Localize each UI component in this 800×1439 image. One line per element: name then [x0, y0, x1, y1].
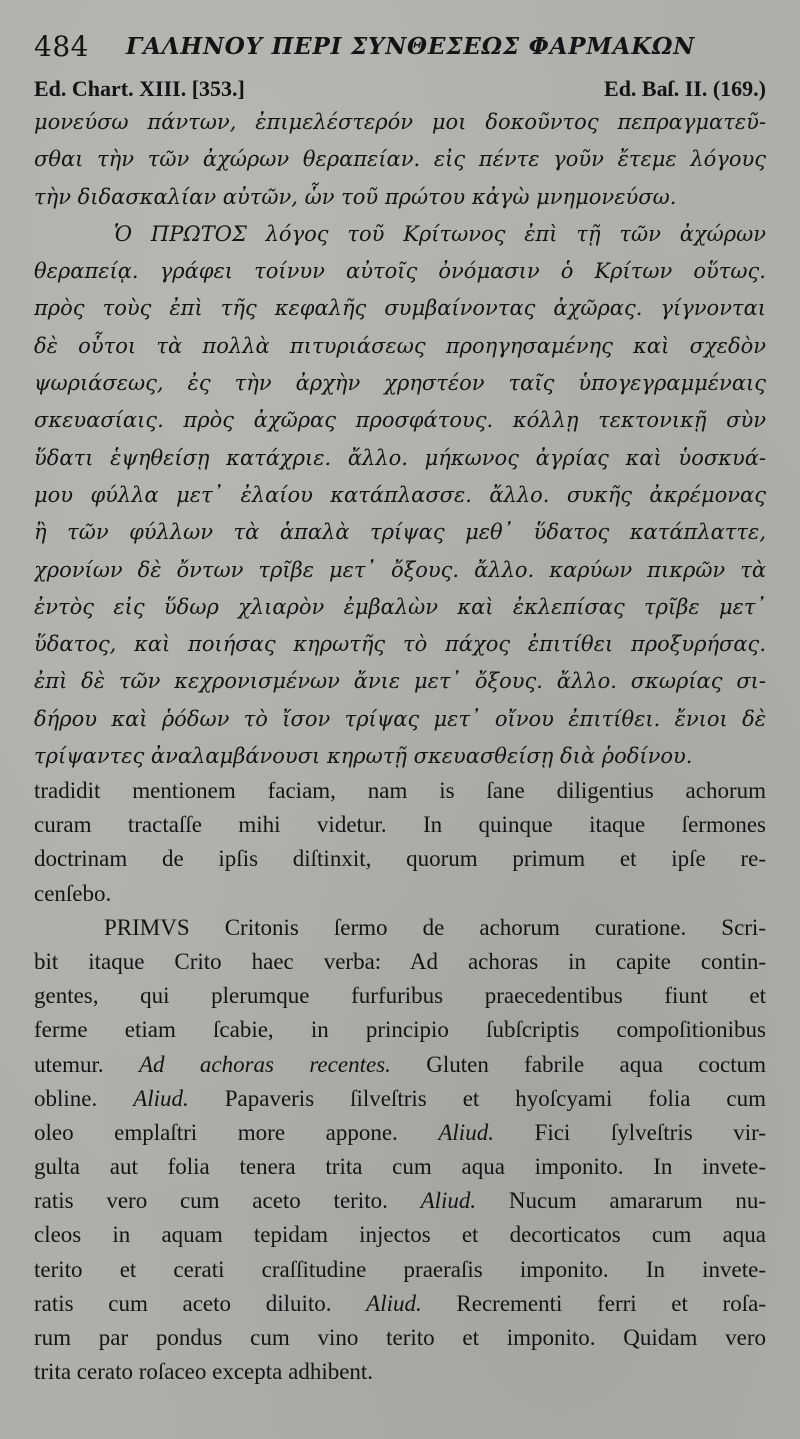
- latin-text-line: terito et cerati craſſitudine praeraſis imponito. In invete-: [34, 1256, 766, 1282]
- greek-text-line: τρίψαντες ἀναλαμβάνουσι κηρωτῇ σκευασθείσῃ διὰ ῥοδίνου.: [34, 744, 693, 769]
- edition-reference-row: [34, 76, 766, 104]
- greek-text-line: ἐπὶ δὲ τῶν κεχρονισμένων ἄνιε μετ᾽ ὄξους. ἄλλο. σκωρίας σι-: [34, 669, 766, 694]
- greek-text-line: ἐντὸς εἰς ὕδωρ χλιαρὸν ἐμβαλὼν καὶ ἐκλεπίσας τρῖβε μετ᾽: [34, 594, 766, 619]
- greek-text-line: σθαι τὴν τῶν ἀχώρων θεραπείαν. εἰς πέντε γοῦν ἔτεμε λόγους: [34, 147, 766, 172]
- greek-text-line: μονεύσω πάντων, ἐπιμελέστερόν μοι δοκοῦντος πεπραγματεῦ-: [34, 110, 766, 134]
- greek-text-line: μου φύλλα μετ᾽ ἐλαίου κατάπλασσε. ἄλλο. συκῆς ἀκρέμονας: [34, 482, 766, 507]
- latin-text-line: curam tractaſſe mihi videtur. In quinque itaque ſermones: [34, 812, 766, 838]
- latin-rubric: Aliud.: [133, 1085, 189, 1111]
- latin-text-line: cleos in aquam tepidam injectos et decorticatos cum aqua: [34, 1222, 766, 1248]
- greek-text-line: δὲ οὗτοι τὰ πολλὰ πιτυριάσεως προηγησαμένης καὶ σχεδὸν: [34, 333, 766, 358]
- page-number: 484: [34, 30, 89, 63]
- latin-text-line: ferme etiam ſcabie, in principio ſubſcriptis compoſitionibus: [34, 1017, 766, 1043]
- greek-text-line: τὴν διδασκαλίαν αὐτῶν, ὧν τοῦ πρώτου κἀγὼ μνημονεύσω.: [34, 184, 677, 209]
- greek-text-line: Ὁ ΠΡΩΤΟΣ λόγος τοῦ Κρίτωνος ἐπὶ τῇ τῶν ἀχώρων: [114, 221, 766, 246]
- edition-chartier-reference: Ed. Chart. XIII. [353.]: [34, 76, 245, 101]
- greek-text-line: ἢ τῶν φύλλων τὰ ἁπαλὰ τρίψας μεθ᾽ ὕδατος κατάπλαττε,: [34, 520, 766, 545]
- greek-text-line: πρὸς τοὺς ἐπὶ τῆς κεφαλῆς συμβαίνοντας ἀχῶρας. γίγνονται: [34, 296, 766, 321]
- latin-text-line: ratis vero cum aceto terito. Aliud. Nucum amararum nu-: [34, 1188, 766, 1214]
- latin-text-line: obline. Aliud. Papaveris ſilveſtris et hyoſcyami folia cum: [34, 1085, 766, 1111]
- page-header: [34, 28, 774, 64]
- latin-rubric: Aliud.: [420, 1188, 477, 1214]
- greek-text-line: δήρου καὶ ῥόδων τὸ ἴσον τρίψας μετ᾽ οἴνου ἐπιτίθει. ἔνιοι δὲ: [34, 706, 766, 731]
- greek-text-line: ὕδατι ἑψηθείσῃ κατάχριε. ἄλλο. μήκωνος ἀγρίας καὶ ὑοσκυά-: [34, 445, 766, 470]
- latin-text-line: rum par pondus cum vino terito et imponito. Quidam vero: [34, 1325, 766, 1350]
- greek-text-block: [34, 104, 766, 775]
- greek-text-line: χρονίων δὲ ὄντων τρῖβε μετ᾽ ὄξους. ἄλλο. καρύων πικρῶν τὰ: [34, 557, 766, 582]
- latin-rubric: Aliud.: [438, 1119, 494, 1145]
- latin-rubric: Ad achoras recentes.: [138, 1051, 391, 1077]
- latin-text-line: gentes, qui plerumque furfuribus praecedentibus fiunt et: [34, 983, 766, 1009]
- running-title: ΓΑΛΗΝΟΥ ΠΕΡΙ ΣΥΝΘΕΣΕΩΣ ΦΑΡΜΑΚΩΝ: [126, 33, 696, 60]
- latin-text-line: doctrinam de ipſis diſtinxit, quorum primum et ipſe re-: [34, 846, 766, 872]
- latin-text-line: tradidit mentionem faciam, nam is ſane diligentius achorum: [34, 778, 766, 803]
- greek-text-line: ὕδατος, καὶ ποιήσας κηρωτῆς τὸ πάχος ἐπιτίθει προξυρήσας.: [34, 632, 766, 657]
- latin-text-line: ratis cum aceto diluito. Aliud. Recrementi ferri et roſa-: [34, 1290, 766, 1316]
- latin-text-line: gulta aut folia tenera trita cum aqua imponito. In invete-: [34, 1154, 766, 1180]
- latin-text-block: [34, 774, 766, 1389]
- greek-text-line: σκευασίαις. πρὸς ἀχῶρας προσφάτους. κόλλῃ τεκτονικῇ σὺν: [34, 408, 766, 433]
- latin-text-line: utemur. Ad achoras recentes. Gluten fabrile aqua coctum: [34, 1051, 766, 1077]
- latin-text-line: cenſebo.: [34, 880, 112, 906]
- latin-text-line: oleo emplaſtri more appone. Aliud. Fici ſylveſtris vir-: [34, 1119, 766, 1145]
- latin-text-line: trita cerato roſaceo excepta adhibent.: [34, 1359, 374, 1385]
- edition-basel-reference: Ed. Baſ. II. (169.): [604, 76, 766, 101]
- greek-text-line: θεραπείᾳ. γράφει τοίνυν αὐτοῖς ὀνόμασιν ὁ Κρίτων οὕτως.: [34, 259, 766, 284]
- latin-rubric: Aliud.: [366, 1290, 422, 1316]
- latin-text-line: PRIMVS Critonis ſermo de achorum curatione. Scri-: [104, 914, 766, 940]
- latin-text-line: bit itaque Crito haec verba: Ad achoras in capite contin-: [34, 948, 766, 974]
- greek-text-line: ψωριάσεως, ἐς τὴν ἀρχὴν χρηστέον ταῖς ὑπογεγραμμέναις: [34, 371, 766, 396]
